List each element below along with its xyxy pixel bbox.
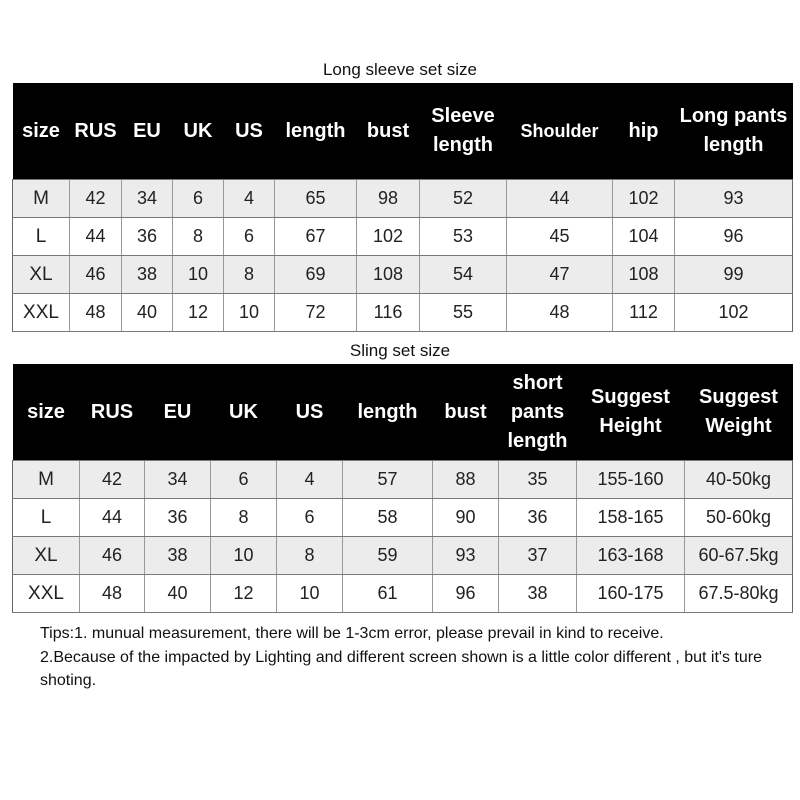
column-header: EU — [122, 83, 173, 180]
column-header: US — [224, 83, 275, 180]
table-cell: 88 — [433, 461, 499, 499]
size-label-cell: L — [13, 499, 80, 537]
table-cell: 38 — [499, 575, 577, 613]
table-cell: 36 — [499, 499, 577, 537]
table-cell: 40 — [145, 575, 211, 613]
table-cell: 4 — [277, 461, 343, 499]
column-header: hip — [613, 83, 675, 180]
table-cell: 60-67.5kg — [685, 537, 793, 575]
table-cell: 116 — [357, 294, 420, 332]
table-cell: 10 — [277, 575, 343, 613]
table-cell: 38 — [122, 256, 173, 294]
table-cell: 67.5-80kg — [685, 575, 793, 613]
table-row — [13, 180, 793, 218]
column-header: bust — [357, 83, 420, 180]
table-row — [13, 218, 793, 256]
table-row — [13, 461, 793, 499]
table-cell: 93 — [675, 180, 793, 218]
table-cell: 40-50kg — [685, 461, 793, 499]
table-cell: 8 — [277, 537, 343, 575]
table-cell: 47 — [507, 256, 613, 294]
table-cell: 35 — [499, 461, 577, 499]
table-cell: 42 — [70, 180, 122, 218]
table-cell: 93 — [433, 537, 499, 575]
table-cell: 45 — [507, 218, 613, 256]
table-cell: 46 — [70, 256, 122, 294]
column-header: bust — [433, 364, 499, 461]
table-row — [13, 256, 793, 294]
tip-line: 2.Because of the impacted by Lighting and different screen shown is a little color different , but it's ture shoting. — [40, 648, 762, 689]
table-cell: 38 — [145, 537, 211, 575]
table-cell: 104 — [613, 218, 675, 256]
table-cell: 67 — [275, 218, 357, 256]
table-cell: 36 — [122, 218, 173, 256]
table-cell: 10 — [211, 537, 277, 575]
column-header: RUS — [70, 83, 122, 180]
size-label-cell: XL — [13, 256, 70, 294]
size-label-cell: L — [13, 218, 70, 256]
table-cell: 59 — [343, 537, 433, 575]
sling-set-size-table — [12, 364, 793, 613]
table-cell: 160-175 — [577, 575, 685, 613]
table-cell: 6 — [277, 499, 343, 537]
table-cell: 53 — [420, 218, 507, 256]
table-cell: 108 — [357, 256, 420, 294]
table-cell: 37 — [499, 537, 577, 575]
table-cell: 44 — [80, 499, 145, 537]
table-cell: 57 — [343, 461, 433, 499]
column-header: US — [277, 364, 343, 461]
table-cell: 44 — [507, 180, 613, 218]
table-cell: 40 — [122, 294, 173, 332]
column-header: EU — [145, 364, 211, 461]
table-cell: 99 — [675, 256, 793, 294]
table-cell: 8 — [211, 499, 277, 537]
table-cell: 44 — [70, 218, 122, 256]
table-cell: 96 — [433, 575, 499, 613]
column-header: length — [275, 83, 357, 180]
table-header-row — [13, 83, 793, 180]
table-cell: 10 — [224, 294, 275, 332]
column-header: Suggest Height — [577, 364, 685, 461]
tip-line: Tips:1. munual measurement, there will be 1-3cm error, please prevail in kind to receive. — [40, 625, 664, 642]
size-label-cell: M — [13, 461, 80, 499]
table-cell: 108 — [613, 256, 675, 294]
column-header: short pants length — [499, 364, 577, 461]
table-header-row — [13, 364, 793, 461]
table-cell: 98 — [357, 180, 420, 218]
column-header: Shoulder — [507, 83, 613, 180]
table-cell: 102 — [613, 180, 675, 218]
table-cell: 65 — [275, 180, 357, 218]
table-cell: 10 — [173, 256, 224, 294]
table-cell: 61 — [343, 575, 433, 613]
sling-set-caption: Sling set size — [349, 341, 451, 360]
column-header: Suggest Weight — [685, 364, 793, 461]
long-sleeve-size-table — [12, 83, 793, 332]
table-cell: 12 — [173, 294, 224, 332]
long-sleeve-caption: Long sleeve set size — [322, 60, 478, 79]
column-header: RUS — [80, 364, 145, 461]
table-cell: 4 — [224, 180, 275, 218]
column-header: size — [13, 83, 70, 180]
table-cell: 58 — [343, 499, 433, 537]
table-body — [13, 461, 793, 613]
table-cell: 72 — [275, 294, 357, 332]
table-cell: 6 — [224, 218, 275, 256]
table-cell: 102 — [357, 218, 420, 256]
size-label-cell: XXL — [13, 575, 80, 613]
table-cell: 69 — [275, 256, 357, 294]
table-cell: 112 — [613, 294, 675, 332]
column-header: length — [343, 364, 433, 461]
tips-note — [40, 622, 792, 693]
table-cell: 155-160 — [577, 461, 685, 499]
column-header: Sleeve length — [420, 83, 507, 180]
table-row — [13, 499, 793, 537]
column-header: UK — [211, 364, 277, 461]
size-label-cell: XL — [13, 537, 80, 575]
table-cell: 48 — [507, 294, 613, 332]
table-cell: 34 — [122, 180, 173, 218]
column-header: size — [13, 364, 80, 461]
table-cell: 52 — [420, 180, 507, 218]
table-row — [13, 294, 793, 332]
table-row — [13, 575, 793, 613]
table-cell: 8 — [173, 218, 224, 256]
table-row — [13, 537, 793, 575]
table-cell: 163-168 — [577, 537, 685, 575]
table-cell: 48 — [80, 575, 145, 613]
table-cell: 96 — [675, 218, 793, 256]
column-header: Long pants length — [675, 83, 793, 180]
table-cell: 50-60kg — [685, 499, 793, 537]
table-cell: 55 — [420, 294, 507, 332]
table-cell: 6 — [173, 180, 224, 218]
table-cell: 158-165 — [577, 499, 685, 537]
table-cell: 90 — [433, 499, 499, 537]
size-label-cell: XXL — [13, 294, 70, 332]
table-cell: 8 — [224, 256, 275, 294]
table-cell: 36 — [145, 499, 211, 537]
size-label-cell: M — [13, 180, 70, 218]
table-cell: 42 — [80, 461, 145, 499]
table-cell: 54 — [420, 256, 507, 294]
column-header: UK — [173, 83, 224, 180]
table-cell: 46 — [80, 537, 145, 575]
table-cell: 6 — [211, 461, 277, 499]
table-body — [13, 180, 793, 332]
table-cell: 34 — [145, 461, 211, 499]
table-cell: 48 — [70, 294, 122, 332]
table-cell: 12 — [211, 575, 277, 613]
table-cell: 102 — [675, 294, 793, 332]
